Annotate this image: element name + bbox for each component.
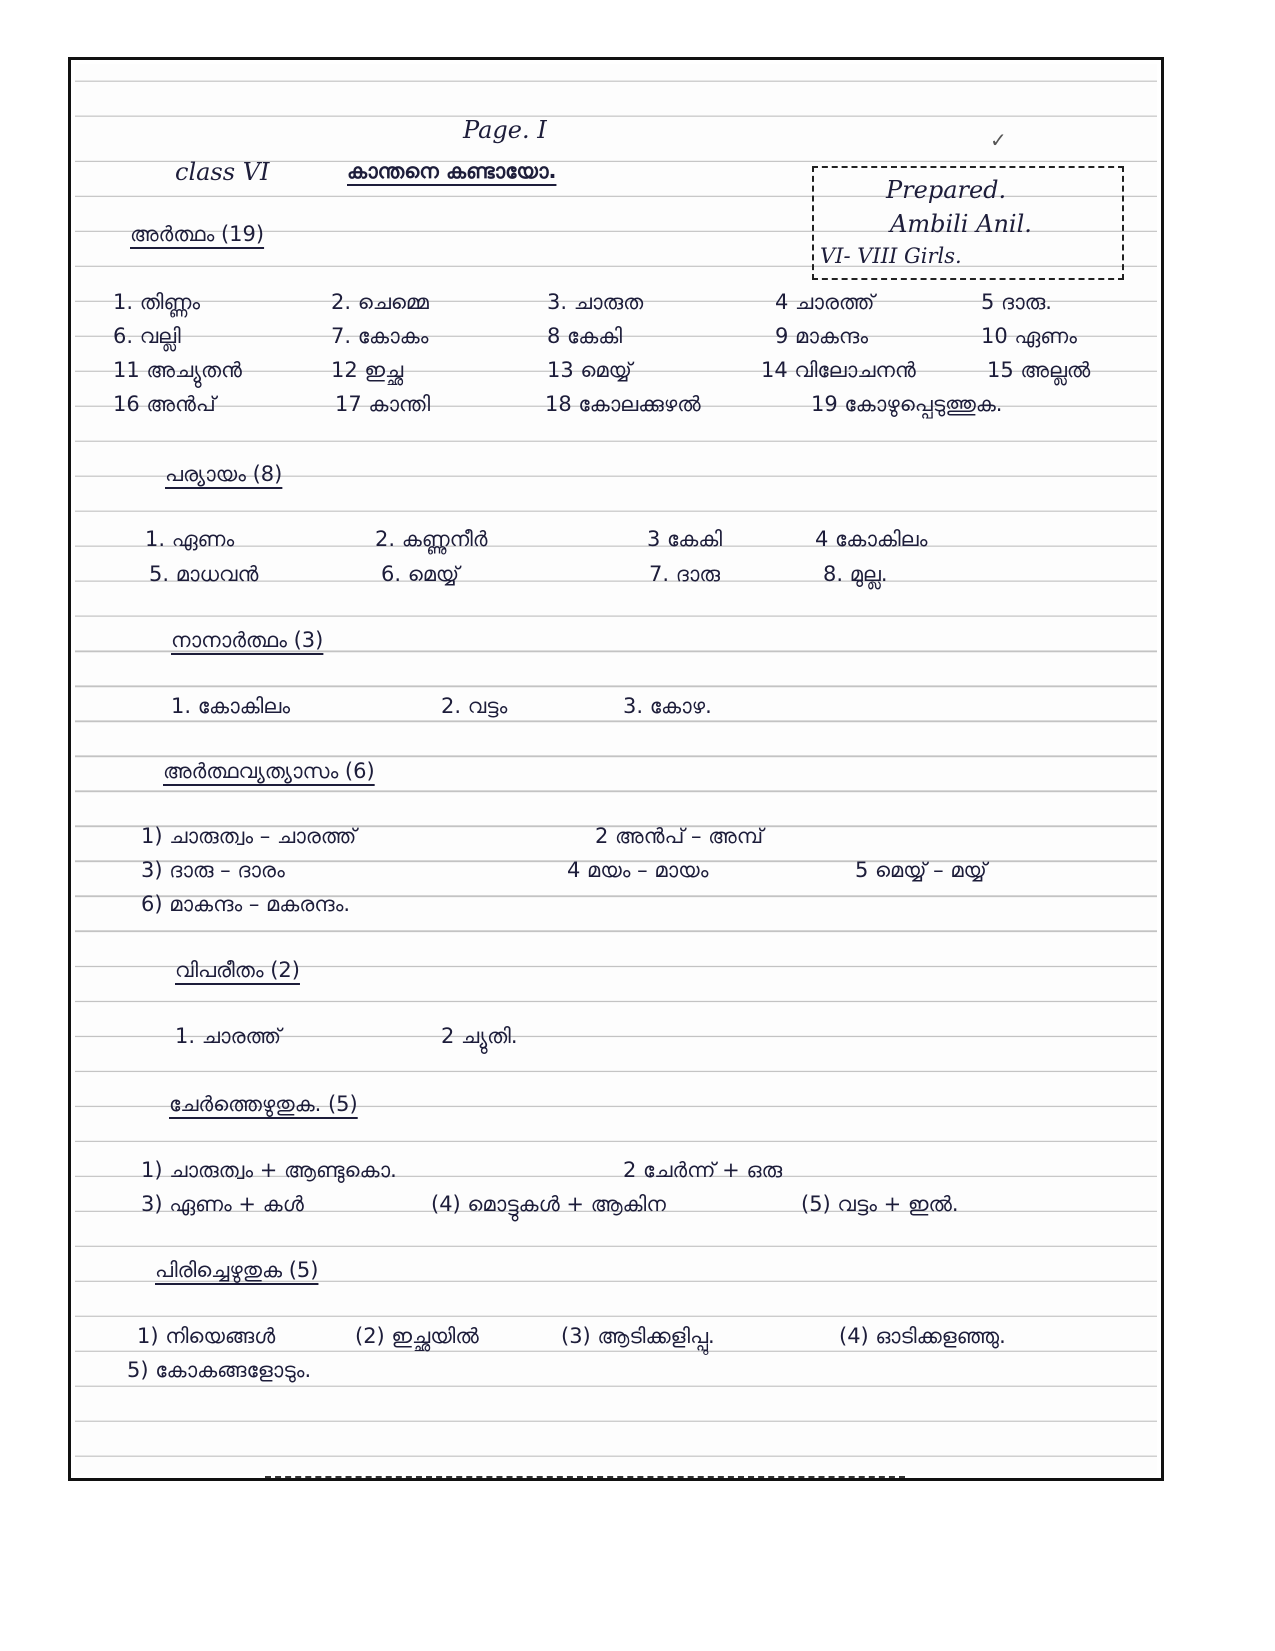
closing-rule <box>265 1476 905 1478</box>
heading-artham: അർത്ഥം (19) <box>130 222 265 246</box>
paryayam-item: 5. മാധവൻ <box>149 562 259 586</box>
paryayam-item: 4 കോകിലം <box>815 527 928 551</box>
artham-item: 15 അല്ലൽ <box>987 358 1091 382</box>
artham-item: 1. തിണ്ണം <box>113 290 201 314</box>
heading-nanartham: നാനാർത്ഥം (3) <box>171 628 324 652</box>
artham-item: 5 ദാരു. <box>981 290 1052 314</box>
cherthezhuthuka-item: (4) മൊട്ടുകൾ + ആകിന <box>431 1192 666 1216</box>
artham-item: 12 ഇച്ഛ <box>331 358 404 382</box>
pirichezhuthuka-item: 1) നിയെങ്ങൾ <box>137 1324 276 1348</box>
pirichezhuthuka-item: (3) ആടിക്കളിപ്പു. <box>561 1324 715 1348</box>
artham-item: 19 കോഴുപ്പെടുത്തുക. <box>811 392 1003 416</box>
artham-item: 10 ഏണം <box>981 324 1077 348</box>
artham-item: 14 വിലോചനൻ <box>761 358 916 382</box>
cherthezhuthuka-item: (5) വട്ടം + ഇൽ. <box>801 1192 959 1216</box>
prepared-label: Prepared. <box>886 176 1007 204</box>
paryayam-item: 3 കേകി <box>647 527 723 551</box>
lesson-title: കാന്തനെ കണ്ടായോ. <box>347 159 557 183</box>
artham-item: 13 മെയ്യ് <box>547 358 632 382</box>
paryayam-item: 6. മെയ്യ് <box>381 562 460 586</box>
page-label: Page. I <box>463 116 547 144</box>
paryayam-item: 2. കണ്ണുനീർ <box>375 527 488 551</box>
artham-item: 6. വല്ലി <box>113 324 181 348</box>
heading-vipareetham: വിപരീതം (2) <box>175 958 300 982</box>
vipareetham-item: 1. ചാരത്ത് <box>175 1024 282 1048</box>
nanartham-item: 1. കോകിലം <box>171 694 291 718</box>
heading-arthavyathyasam: അർത്ഥവ്യത്യാസം (6) <box>163 759 375 783</box>
arthavyathyasam-item: 6) മാകന്ദം – മകരന്ദം. <box>141 892 351 916</box>
artham-item: 17 കാന്തി <box>335 392 431 416</box>
arthavyathyasam-item: 4 മയം – മായം <box>567 858 709 882</box>
artham-item: 2. ചെമ്മെ <box>331 290 429 314</box>
prepared-class: VI- VIII Girls. <box>820 244 962 268</box>
artham-item: 8 കേകി <box>547 324 623 348</box>
artham-item: 3. ചാരുത <box>547 290 644 314</box>
heading-cherthezhuthuka: ചേർത്തെഴുതുക. (5) <box>169 1092 358 1116</box>
arthavyathyasam-item: 3) ദാരു – ദാരം <box>141 858 285 882</box>
paryayam-item: 8. മുല്ല. <box>823 562 888 586</box>
paryayam-item: 7. ദാരു <box>649 562 720 586</box>
pirichezhuthuka-item: 5) കോകങ്ങളോടും. <box>127 1358 312 1382</box>
artham-item: 18 കോലക്കുഴൽ <box>545 392 701 416</box>
class-label: class VI <box>175 158 270 186</box>
nanartham-item: 2. വട്ടം <box>441 694 508 718</box>
page-frame <box>68 57 1164 1481</box>
pirichezhuthuka-item: (2) ഇച്ഛയിൽ <box>355 1324 479 1348</box>
artham-item: 9 മാകന്ദം <box>775 324 868 348</box>
artham-item: 4 ചാരത്ത് <box>775 290 875 314</box>
pirichezhuthuka-item: (4) ഓടിക്കളഞ്ഞു. <box>839 1324 1006 1348</box>
heading-pirichezhuthuka: പിരിച്ചെഴുതുക (5) <box>155 1258 319 1282</box>
arthavyathyasam-item: 2 അൻപ് – അമ്പ് <box>595 824 764 848</box>
cherthezhuthuka-item: 3) ഏണം + കൾ <box>141 1192 304 1216</box>
artham-item: 7. കോകം <box>331 324 429 348</box>
prepared-author: Ambili Anil. <box>890 210 1032 238</box>
vipareetham-item: 2 ച്യുതി. <box>441 1024 518 1048</box>
check-mark-icon: ✓ <box>990 128 1007 152</box>
prepared-box <box>812 166 1124 280</box>
arthavyathyasam-item: 1) ചാരുത്വം – ചാരത്ത് <box>141 824 357 848</box>
cherthezhuthuka-item: 1) ചാരുത്വം + ആണ്ടുകൊ. <box>141 1158 397 1182</box>
paryayam-item: 1. ഏണം <box>145 527 235 551</box>
arthavyathyasam-item: 5 മെയ്യ് – മയ്യ് <box>855 858 987 882</box>
artham-item: 11 അച്യുതൻ <box>113 358 242 382</box>
cherthezhuthuka-item: 2 ചേർന്ന് + ഒരു <box>623 1158 783 1182</box>
heading-paryayam: പര്യായം (8) <box>165 462 283 486</box>
artham-item: 16 അൻപ് <box>113 392 216 416</box>
ruled-paper <box>75 64 1157 1474</box>
nanartham-item: 3. കോഴ. <box>623 694 712 718</box>
